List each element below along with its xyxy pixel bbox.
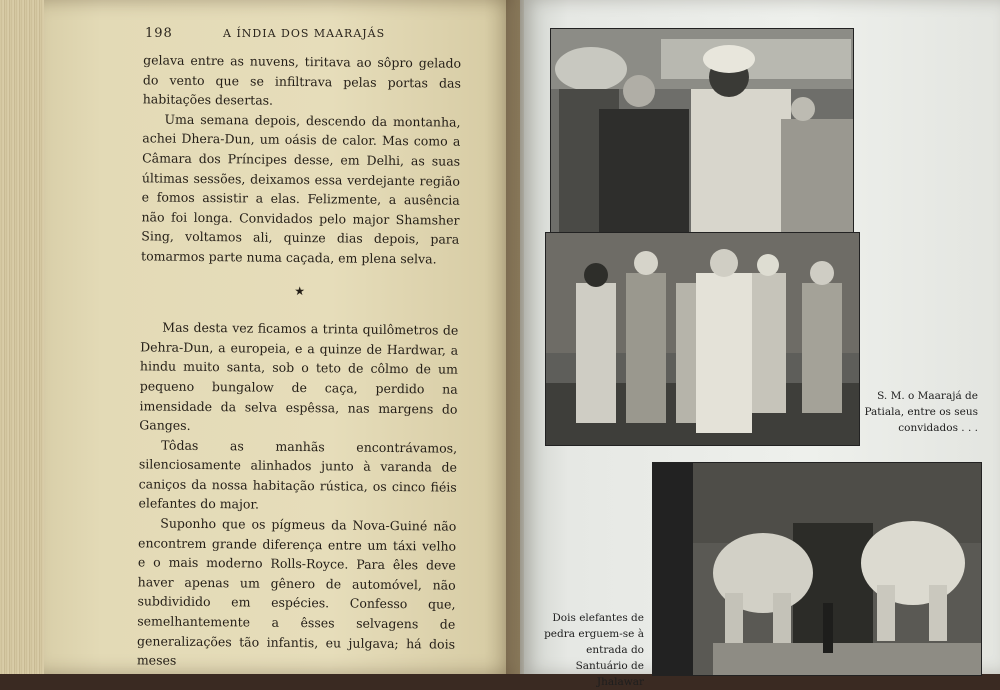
photo-portrait-image xyxy=(551,29,853,233)
paragraph: Uma semana depois, descendo da montanha, achei Dhera-Dun, um oásis de calor. Mas como a Câmara dos Príncipes desse, em Delhi, as suas últimas sessões, deixamos essa verdejante região e fomos assistir a elas. Felizmente, a ausência não foi longa. Convidados pelo major Shamsher Sing, voltamos ali, quinze dias depois, para tomarmos parte numa caçada, em plena selva. xyxy=(141,111,461,267)
paragraph: Mas desta vez ficamos a trinta quilômetros de Dehra-Dun, a europeia, e a quinze de Hardwar, a hindu muito santa, sob o teto de côlmo de um pequeno bungalow de caça, perdido na imensidade da selva espêssa, nas margens do Ganges. xyxy=(139,319,459,433)
paragraph: gelava entre as nuvens, tiritava ao sôpro gelado do vento que se infiltrava pelas portas das habitações desertas. xyxy=(142,52,462,108)
paragraph: Suponho que os pígmeus da Nova-Guiné não encontrem grande diferença entre um táxi velho e o mais moderno Rolls-Royce. Para êles deve haver apenas um gênero de automóvel, não subdividido em espécies. Confesso que, semelhantemente a êsses selvagens de generalizações tão infantis, eu julgava; há dois meses xyxy=(136,515,457,668)
section-separator: ★ xyxy=(294,283,306,298)
photo-stone-elephants xyxy=(652,462,982,676)
photo-maharaja-portrait xyxy=(550,28,854,234)
book-gutter xyxy=(506,0,524,674)
caption-maharaja-patiala: S. M. o Maarajá de Patiala, entre os seus convidados . . . xyxy=(864,390,978,434)
caption-jhalawar-elephants: Dois elefantes de pedra erguem-se à entrada do Santuário de Jhalawar xyxy=(544,612,644,688)
photo-guests-image xyxy=(546,233,859,445)
paragraph: Tôdas as manhãs encontrávamos, silenciosamente alinhados junto à varanda de caniços da nossa habitação rústica, os cinco fiéis elefantes do major. xyxy=(138,437,458,513)
book-title: A ÍNDIA DOS MAARAJÁS xyxy=(223,27,386,40)
photo-maharaja-guests xyxy=(545,232,860,446)
left-page-text xyxy=(137,50,461,673)
running-head xyxy=(145,26,475,42)
photo-elephants-image xyxy=(653,463,981,675)
page-number: 198 xyxy=(145,26,173,41)
